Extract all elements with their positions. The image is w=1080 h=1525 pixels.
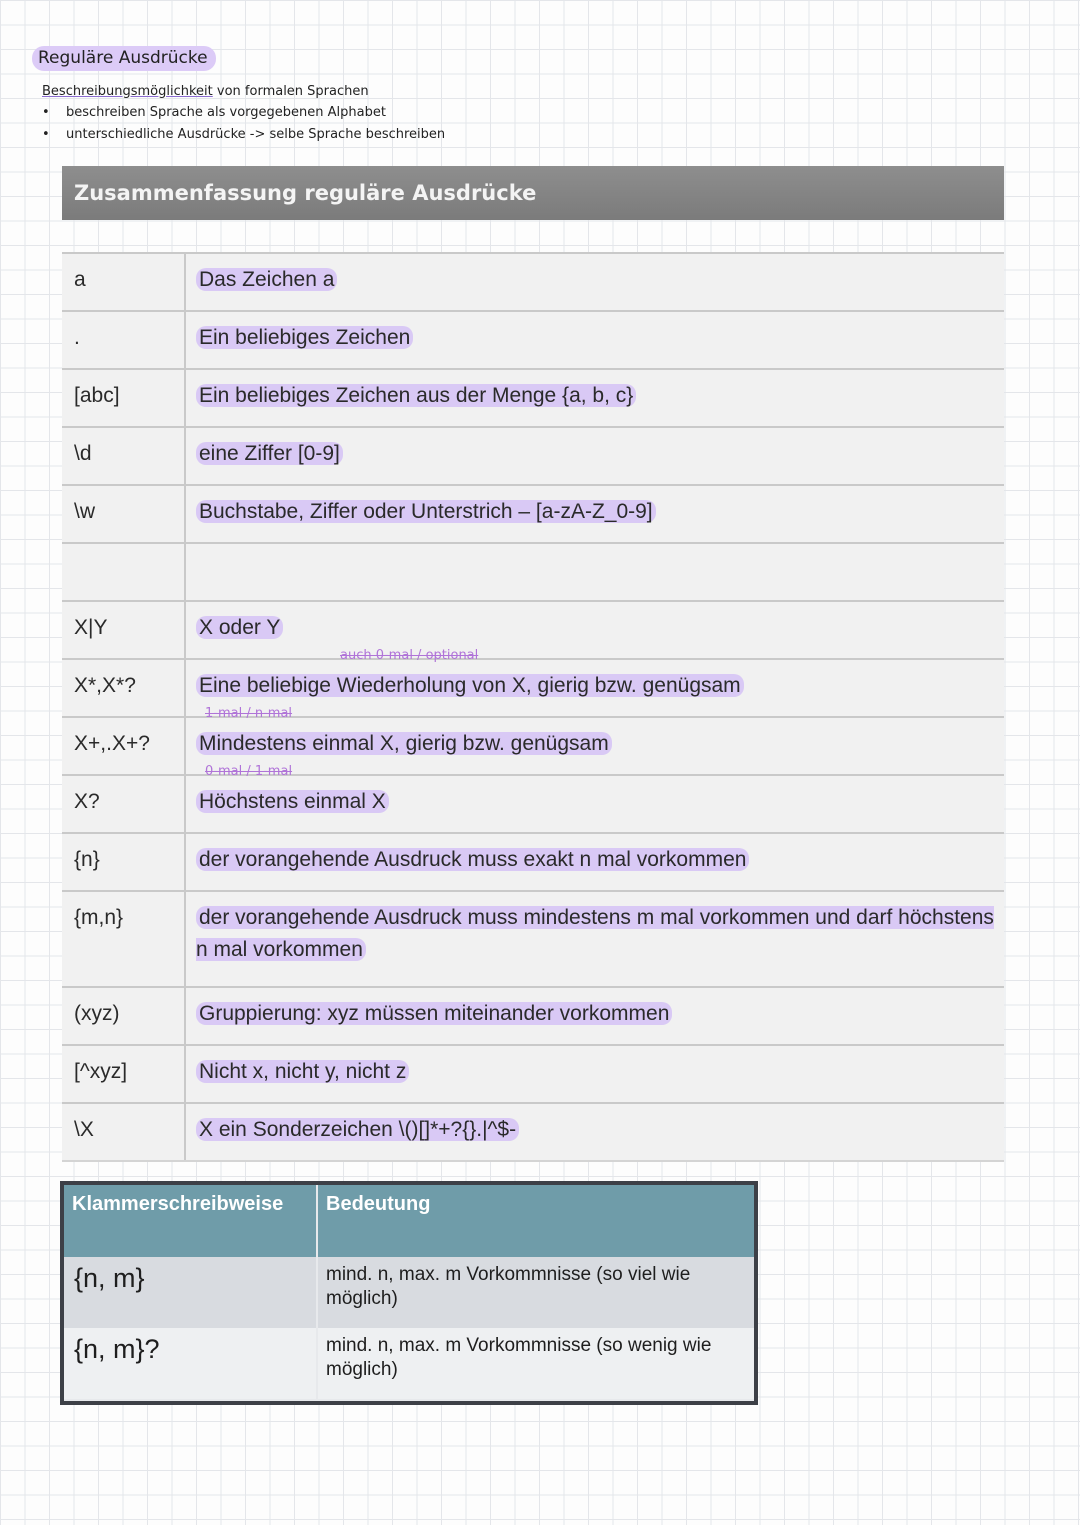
description-cell: X ein Sonderzeichen \()[]*+?{}.|^$- — [186, 1100, 1004, 1160]
summary-table — [62, 252, 1004, 1162]
description-cell: der vorangehende Ausdruck muss mindestens m mal vorkommen und darf höchstens n mal vorkommen — [196, 906, 994, 961]
expression-cell: X|Y — [62, 602, 186, 658]
expression-cell: a — [62, 254, 186, 310]
expression-cell: \X — [62, 1104, 186, 1160]
description-cell: Mindestens einmal X, gierig bzw. genügsam — [186, 714, 1004, 774]
intro-term: Beschreibungsmöglichkeit — [42, 84, 213, 99]
summary-row — [62, 658, 1004, 716]
summary-row — [62, 832, 1004, 890]
description-cell: Das Zeichen a — [186, 250, 1004, 310]
description-cell: Höchstens einmal X — [186, 772, 1004, 832]
meaning-cell: mind. n, max. m Vorkommnisse (so viel wie möglich) — [326, 1264, 691, 1309]
annotation-optional: auch 0-mal / optional — [340, 648, 479, 663]
header-meaning: Bedeutung — [326, 1193, 431, 1215]
expression-cell: [^xyz] — [62, 1046, 186, 1102]
annotation-once: 1-mal / n-mal — [205, 706, 293, 721]
description-cell — [186, 540, 1004, 600]
expression-cell — [62, 544, 186, 600]
description-cell: Ein beliebiges Zeichen aus der Menge {a, b, c} — [186, 366, 1004, 426]
meaning-cell: mind. n, max. m Vorkommnisse (so wenig wie möglich) — [326, 1335, 712, 1380]
summary-row — [62, 368, 1004, 426]
summary-row — [62, 986, 1004, 1044]
description-cell: eine Ziffer [0-9] — [186, 424, 1004, 484]
summary-row — [62, 310, 1004, 368]
intro-line — [42, 84, 369, 99]
bracket-table — [60, 1181, 758, 1405]
expression-cell: X*,X*? — [62, 660, 186, 716]
description-cell: Gruppierung: xyz müssen miteinander vorkommen — [186, 984, 1004, 1044]
description-cell: Nicht x, nicht y, nicht z — [186, 1042, 1004, 1102]
description-cell: Eine beliebige Wiederholung von X, gierig bzw. genügsam — [186, 656, 1004, 716]
summary-row — [62, 1044, 1004, 1102]
header-notation: Klammerschreibweise — [64, 1185, 318, 1257]
expression-cell: X? — [62, 776, 186, 832]
expression-cell: {n} — [62, 834, 186, 890]
bullet-item: • unterschiedliche Ausdrücke -> selbe Sprache beschreiben — [42, 127, 446, 142]
summary-row — [62, 484, 1004, 542]
expression-cell: [abc] — [62, 370, 186, 426]
expression-cell: \w — [62, 486, 186, 542]
description-cell: Ein beliebiges Zeichen — [186, 308, 1004, 368]
expression-cell: \d — [62, 428, 186, 484]
bullet-item: • beschreiben Sprache als vorgegebenen Alphabet — [42, 105, 386, 120]
expression-cell: (xyz) — [62, 988, 186, 1044]
summary-row — [62, 1102, 1004, 1162]
summary-row — [62, 600, 1004, 658]
bracket-table-header — [64, 1185, 754, 1257]
description-cell: Buchstabe, Ziffer oder Unterstrich – [a-zA-Z_0-9] — [186, 482, 1004, 542]
notation-cell: {n, m}? — [64, 1328, 318, 1399]
description-cell: X oder Y — [186, 598, 1004, 658]
summary-header: Zusammenfassung reguläre Ausdrücke — [62, 166, 1004, 220]
expression-cell: {m,n} — [62, 892, 186, 986]
summary-row — [62, 252, 1004, 310]
summary-row — [62, 426, 1004, 484]
annotation-zero: 0-mal / 1-mal — [205, 764, 293, 779]
expression-cell: . — [62, 312, 186, 368]
expression-cell: X+,.X+? — [62, 718, 186, 774]
description-cell: der vorangehende Ausdruck muss exakt n mal vorkommen — [186, 830, 1004, 890]
summary-row — [62, 774, 1004, 832]
summary-row — [62, 890, 1004, 986]
summary-row — [62, 542, 1004, 600]
table-row — [64, 1328, 754, 1399]
notation-cell: {n, m} — [64, 1257, 318, 1328]
intro-rest: von formalen Sprachen — [212, 84, 369, 99]
summary-row — [62, 716, 1004, 774]
table-row — [64, 1257, 754, 1328]
page-title: Reguläre Ausdrücke — [32, 46, 216, 71]
